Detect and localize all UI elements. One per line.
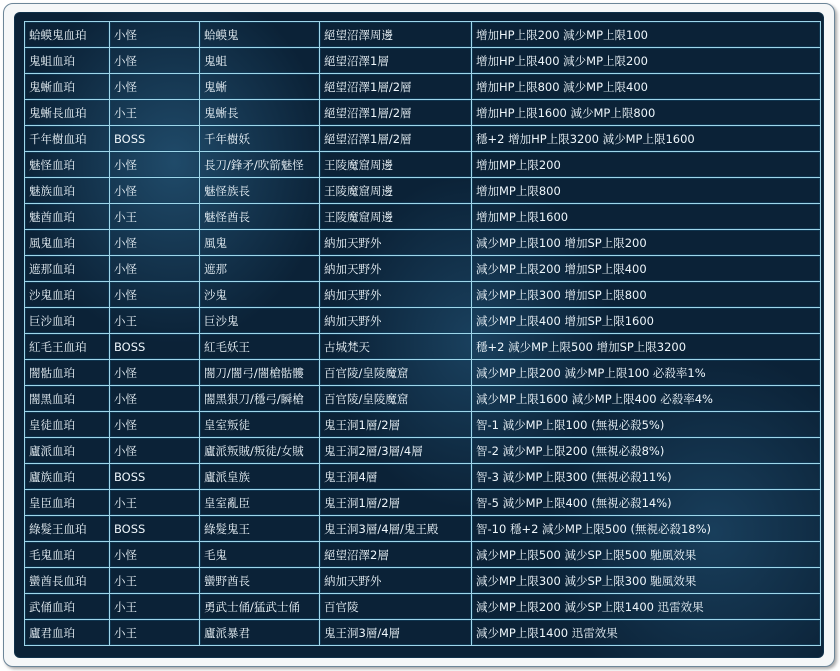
monster-name-cell: 魅怪族長 (200, 178, 320, 204)
effect-cell: 增加HP上限800 減少MP上限400 (472, 74, 821, 100)
table-row (25, 464, 821, 490)
location-cell: 納加天野外 (320, 308, 472, 334)
item-name-cell: 魅怪血珀 (25, 152, 110, 178)
table-row (25, 594, 821, 620)
table-row (25, 386, 821, 412)
effect-cell: 增加MP上限1600 (472, 204, 821, 230)
effect-cell: 減少MP上限300 減少SP上限300 馳風效果 (472, 568, 821, 594)
effect-cell: 減少MP上限100 增加SP上限200 (472, 230, 821, 256)
monster-name-cell: 廬派叛賊/叛徒/女賊 (200, 438, 320, 464)
effect-cell: 智-3 減少MP上限300 (無視必殺11%) (472, 464, 821, 490)
monster-type-cell: 小怪 (110, 178, 200, 204)
table-row (25, 438, 821, 464)
monster-name-cell: 蠻野酋長 (200, 568, 320, 594)
location-cell: 百官陵 (320, 594, 472, 620)
monster-name-cell: 綠髮鬼王 (200, 516, 320, 542)
location-cell: 鬼王洞2層/3層/4層 (320, 438, 472, 464)
monster-type-cell: 小怪 (110, 74, 200, 100)
monster-type-cell: 小怪 (110, 438, 200, 464)
table-row (25, 74, 821, 100)
table-row (25, 256, 821, 282)
monster-type-cell: 小王 (110, 204, 200, 230)
table-panel (14, 12, 824, 658)
effect-cell: 增加HP上限200 減少MP上限100 (472, 22, 821, 48)
monster-type-cell: 小怪 (110, 48, 200, 74)
monster-type-cell: BOSS (110, 334, 200, 360)
monster-name-cell: 廬派暴君 (200, 620, 320, 646)
monster-type-cell: 小怪 (110, 542, 200, 568)
monster-type-cell: 小怪 (110, 412, 200, 438)
effect-cell: 穩+2 增加HP上限3200 減少MP上限1600 (472, 126, 821, 152)
monster-type-cell: 小王 (110, 490, 200, 516)
location-cell: 鬼王洞1層/2層 (320, 490, 472, 516)
monster-name-cell: 魅怪酋長 (200, 204, 320, 230)
table-row (25, 126, 821, 152)
table-row (25, 152, 821, 178)
item-name-cell: 皇徒血珀 (25, 412, 110, 438)
effect-cell: 穩+2 減少MP上限500 增加SP上限3200 (472, 334, 821, 360)
monster-name-cell: 紅毛妖王 (200, 334, 320, 360)
effect-cell: 增加MP上限200 (472, 152, 821, 178)
location-cell: 絕望沼澤1層/2層 (320, 126, 472, 152)
monster-type-cell: 小怪 (110, 230, 200, 256)
effect-cell: 減少MP上限1600 減少MP上限400 必殺率4% (472, 386, 821, 412)
effect-cell: 增加HP上限1600 減少MP上限800 (472, 100, 821, 126)
location-cell: 絕望沼澤周邊 (320, 22, 472, 48)
location-cell: 絕望沼澤1層 (320, 48, 472, 74)
table-row (25, 178, 821, 204)
table-row (25, 568, 821, 594)
table-row (25, 100, 821, 126)
monster-type-cell: 小王 (110, 594, 200, 620)
item-name-cell: 毛鬼血珀 (25, 542, 110, 568)
monster-name-cell: 巨沙鬼 (200, 308, 320, 334)
monster-name-cell: 毛鬼 (200, 542, 320, 568)
table-row (25, 48, 821, 74)
monster-type-cell: 小怪 (110, 256, 200, 282)
monster-type-cell: 小怪 (110, 22, 200, 48)
item-name-cell: 武俑血珀 (25, 594, 110, 620)
monster-name-cell: 皇室叛徒 (200, 412, 320, 438)
monster-name-cell: 長刀/鋒矛/吹箭魅怪 (200, 152, 320, 178)
effect-cell: 減少MP上限200 減少MP上限100 必殺率1% (472, 360, 821, 386)
table-row (25, 204, 821, 230)
item-name-cell: 遮那血珀 (25, 256, 110, 282)
monster-name-cell: 風鬼 (200, 230, 320, 256)
table-row (25, 490, 821, 516)
item-name-cell: 鬼蜥長血珀 (25, 100, 110, 126)
monster-name-cell: 闇刀/闇弓/闇槍骷髏 (200, 360, 320, 386)
monster-type-cell: 小怪 (110, 386, 200, 412)
monster-type-cell: 小王 (110, 100, 200, 126)
monster-name-cell: 闇黑狠刀/穩弓/瞬槍 (200, 386, 320, 412)
item-name-cell: 綠髮王血珀 (25, 516, 110, 542)
effect-cell: 減少MP上限500 減少SP上限500 馳風效果 (472, 542, 821, 568)
monster-type-cell: 小怪 (110, 360, 200, 386)
location-cell: 絕望沼澤1層/2層 (320, 100, 472, 126)
monster-type-cell: BOSS (110, 126, 200, 152)
effect-cell: 智-10 穩+2 減少MP上限500 (無視必殺18%) (472, 516, 821, 542)
item-name-cell: 魅族血珀 (25, 178, 110, 204)
location-cell: 鬼王洞1層/2層 (320, 412, 472, 438)
table-row (25, 620, 821, 646)
location-cell: 絕望沼澤2層 (320, 542, 472, 568)
effect-cell: 減少MP上限200 增加SP上限400 (472, 256, 821, 282)
table-row (25, 334, 821, 360)
monster-name-cell: 勇武士俑/猛武士俑 (200, 594, 320, 620)
location-cell: 王陵魔窟周邊 (320, 204, 472, 230)
monster-name-cell: 皇室亂臣 (200, 490, 320, 516)
table-row (25, 516, 821, 542)
item-name-cell: 廬族血珀 (25, 464, 110, 490)
monster-name-cell: 沙鬼 (200, 282, 320, 308)
item-name-cell: 皇臣血珀 (25, 490, 110, 516)
table-row (25, 542, 821, 568)
table-row (25, 22, 821, 48)
monster-type-cell: 小王 (110, 620, 200, 646)
item-name-cell: 紅毛王血珀 (25, 334, 110, 360)
location-cell: 納加天野外 (320, 282, 472, 308)
item-name-cell: 風鬼血珀 (25, 230, 110, 256)
location-cell: 鬼王洞4層 (320, 464, 472, 490)
table-row (25, 230, 821, 256)
monster-name-cell: 千年樹妖 (200, 126, 320, 152)
item-name-cell: 沙鬼血珀 (25, 282, 110, 308)
effect-cell: 智-1 減少MP上限100 (無視必殺5%) (472, 412, 821, 438)
location-cell: 百官陵/皇陵魔窟 (320, 386, 472, 412)
item-name-cell: 巨沙血珀 (25, 308, 110, 334)
monster-name-cell: 廬派皇族 (200, 464, 320, 490)
item-name-cell: 千年樹血珀 (25, 126, 110, 152)
item-name-cell: 闇骷血珀 (25, 360, 110, 386)
monster-name-cell: 鬼蛆 (200, 48, 320, 74)
blood-amber-table (24, 21, 821, 646)
table-row (25, 412, 821, 438)
item-name-cell: 蛤蟆鬼血珀 (25, 22, 110, 48)
monster-type-cell: 小怪 (110, 282, 200, 308)
outer-frame (3, 3, 835, 667)
item-name-cell: 廬君血珀 (25, 620, 110, 646)
location-cell: 納加天野外 (320, 568, 472, 594)
location-cell: 納加天野外 (320, 230, 472, 256)
effect-cell: 增加MP上限800 (472, 178, 821, 204)
effect-cell: 增加HP上限400 減少MP上限200 (472, 48, 821, 74)
location-cell: 古城梵天 (320, 334, 472, 360)
monster-type-cell: BOSS (110, 516, 200, 542)
location-cell: 納加天野外 (320, 256, 472, 282)
item-name-cell: 鬼蜥血珀 (25, 74, 110, 100)
location-cell: 王陵魔窟周邊 (320, 178, 472, 204)
monster-name-cell: 遮那 (200, 256, 320, 282)
location-cell: 百官陵/皇陵魔窟 (320, 360, 472, 386)
location-cell: 絕望沼澤1層/2層 (320, 74, 472, 100)
effect-cell: 減少MP上限400 增加SP上限1600 (472, 308, 821, 334)
monster-type-cell: 小怪 (110, 152, 200, 178)
effect-cell: 減少MP上限300 增加SP上限800 (472, 282, 821, 308)
location-cell: 鬼王洞3層/4層 (320, 620, 472, 646)
monster-name-cell: 鬼蜥長 (200, 100, 320, 126)
monster-type-cell: 小王 (110, 568, 200, 594)
table-row (25, 282, 821, 308)
effect-cell: 減少MP上限1400 迅雷效果 (472, 620, 821, 646)
table-body (25, 22, 821, 646)
location-cell: 王陵魔窟周邊 (320, 152, 472, 178)
monster-name-cell: 蛤蟆鬼 (200, 22, 320, 48)
effect-cell: 減少MP上限200 減少SP上限1400 迅雷效果 (472, 594, 821, 620)
item-name-cell: 闇黑血珀 (25, 386, 110, 412)
table-row (25, 308, 821, 334)
item-name-cell: 廬派血珀 (25, 438, 110, 464)
item-name-cell: 鬼蛆血珀 (25, 48, 110, 74)
item-name-cell: 蠻酋長血珀 (25, 568, 110, 594)
monster-name-cell: 鬼蜥 (200, 74, 320, 100)
item-name-cell: 魅酋血珀 (25, 204, 110, 230)
monster-type-cell: 小王 (110, 308, 200, 334)
location-cell: 鬼王洞3層/4層/鬼王殿 (320, 516, 472, 542)
effect-cell: 智-2 減少MP上限200 (無視必殺8%) (472, 438, 821, 464)
table-row (25, 360, 821, 386)
effect-cell: 智-5 減少MP上限400 (無視必殺14%) (472, 490, 821, 516)
monster-type-cell: BOSS (110, 464, 200, 490)
